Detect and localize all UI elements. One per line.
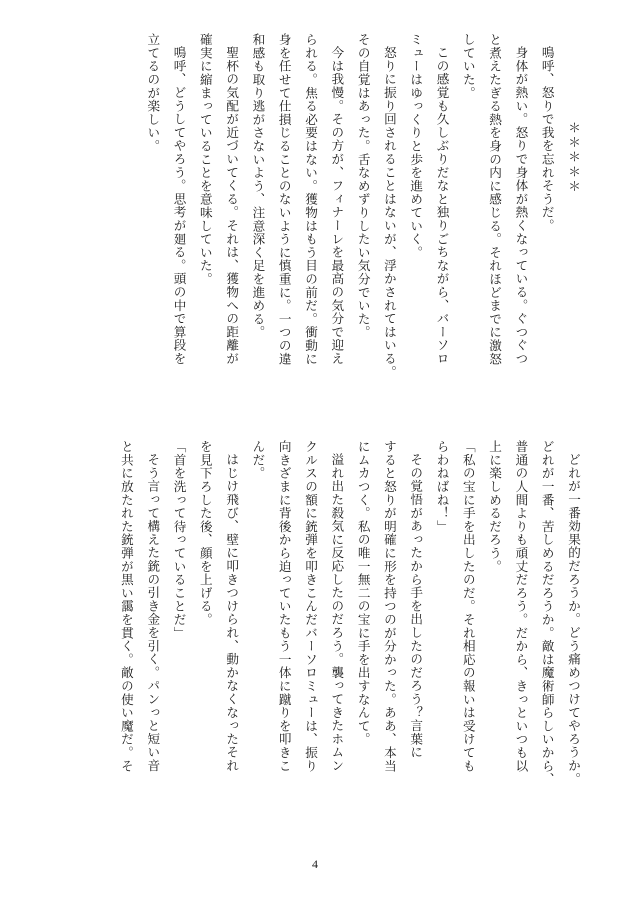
page-number: 4: [312, 857, 318, 871]
text-line: 確実に縮まっていることを意味していた。: [197, 33, 213, 286]
text-line: らわねばね！」: [434, 440, 450, 534]
text-line: その覚悟があったから手を出したのだろう？言葉に: [408, 453, 424, 759]
text-line: この感覚も久しぶりだなと独りごちながら、バーソロ: [434, 46, 450, 366]
text-line: 和感も取り逃がさないよう、注意深く足を進める。: [250, 33, 266, 339]
text-line: どれが一番、苦しめるだろうか。敵は魔術師らしいから、: [539, 440, 555, 786]
text-line: られる。焦る必要はない。獲物はもう目の前だ。衝動に: [303, 33, 319, 366]
text-line: 「首を洗って待っていることだ」: [171, 440, 187, 640]
text-line: すると怒りが明確に形を持つのが分かった。ああ、本当: [381, 440, 397, 773]
text-line: 身を任せて仕損じることのないように慎重に。一つの違: [276, 33, 292, 366]
text-line: はじけ飛び、壁に叩きつけられ、動かなくなったそれ: [224, 453, 240, 773]
text-line: 上に楽しめるだろう。: [487, 440, 503, 573]
text-line: 向きざまに背後から迫っていたもう一体に蹴りを叩きこ: [276, 440, 292, 773]
text-line: んだ。: [250, 440, 266, 480]
text-block-top: [61, 33, 586, 405]
text-line: その自覚はあった。舌なめずりしたい気分でいた。: [355, 33, 371, 339]
text-line: 「私の宝に手を出したのだ。それ相応の報いは受けても: [460, 440, 476, 773]
text-line: を見下ろした後、顔を上げる。: [197, 440, 213, 627]
text-line: 普通の人間よりも頑丈だろう。だから、きっといつも以: [513, 440, 529, 773]
text-line: 怒りに振り回されることはないが、浮かされてはいる。: [381, 46, 397, 379]
section-break-stars: ＊＊＊＊＊: [566, 121, 581, 194]
text-line: どれが一番効果的だろうか。どう痛めつけてやろうか。: [566, 453, 581, 786]
text-line: していた。: [460, 33, 476, 100]
text-line: と共に放たれた銃弾が黒い靄を貫く。敵の使い魔だ。そ: [118, 440, 134, 773]
text-block-bottom: [61, 440, 586, 840]
text-line: 溢れ出た殺気に反応したのだろう。襲ってきたホムン: [329, 453, 345, 773]
text-line: 鳴呼、怒りで我を忘れそうだ。: [539, 46, 555, 233]
text-line: 今は我慢。その方が、フィナーレを最高の気分で迎え: [329, 46, 345, 366]
text-line: と煮えたぎる熱を身の内に感じる。それほどまでに激怒: [487, 33, 503, 366]
text-line: 鳴呼、どうしてやろう。思考が廻る。頭の中で算段を: [171, 46, 187, 366]
text-line: そう言って構えた銃の引き金を引く。パンっと短い音: [145, 453, 161, 773]
text-line: 立てるのが楽しい。: [145, 33, 161, 153]
text-line: 聖杯の気配が近づいてくる。それは、獲物への距離が: [224, 46, 240, 366]
text-line: ミューはゆっくりと歩を進めていく。: [408, 33, 424, 260]
text-line: 身体が熱い。怒りで身体が熱くなっている。ぐつぐつ: [513, 46, 529, 366]
text-line: にムカつく。私の唯一無二の宝に手を出すなんて。: [355, 440, 371, 746]
text-line: クルスの額に銃弾を叩きこんだバーソロミューは、振り: [303, 440, 319, 773]
